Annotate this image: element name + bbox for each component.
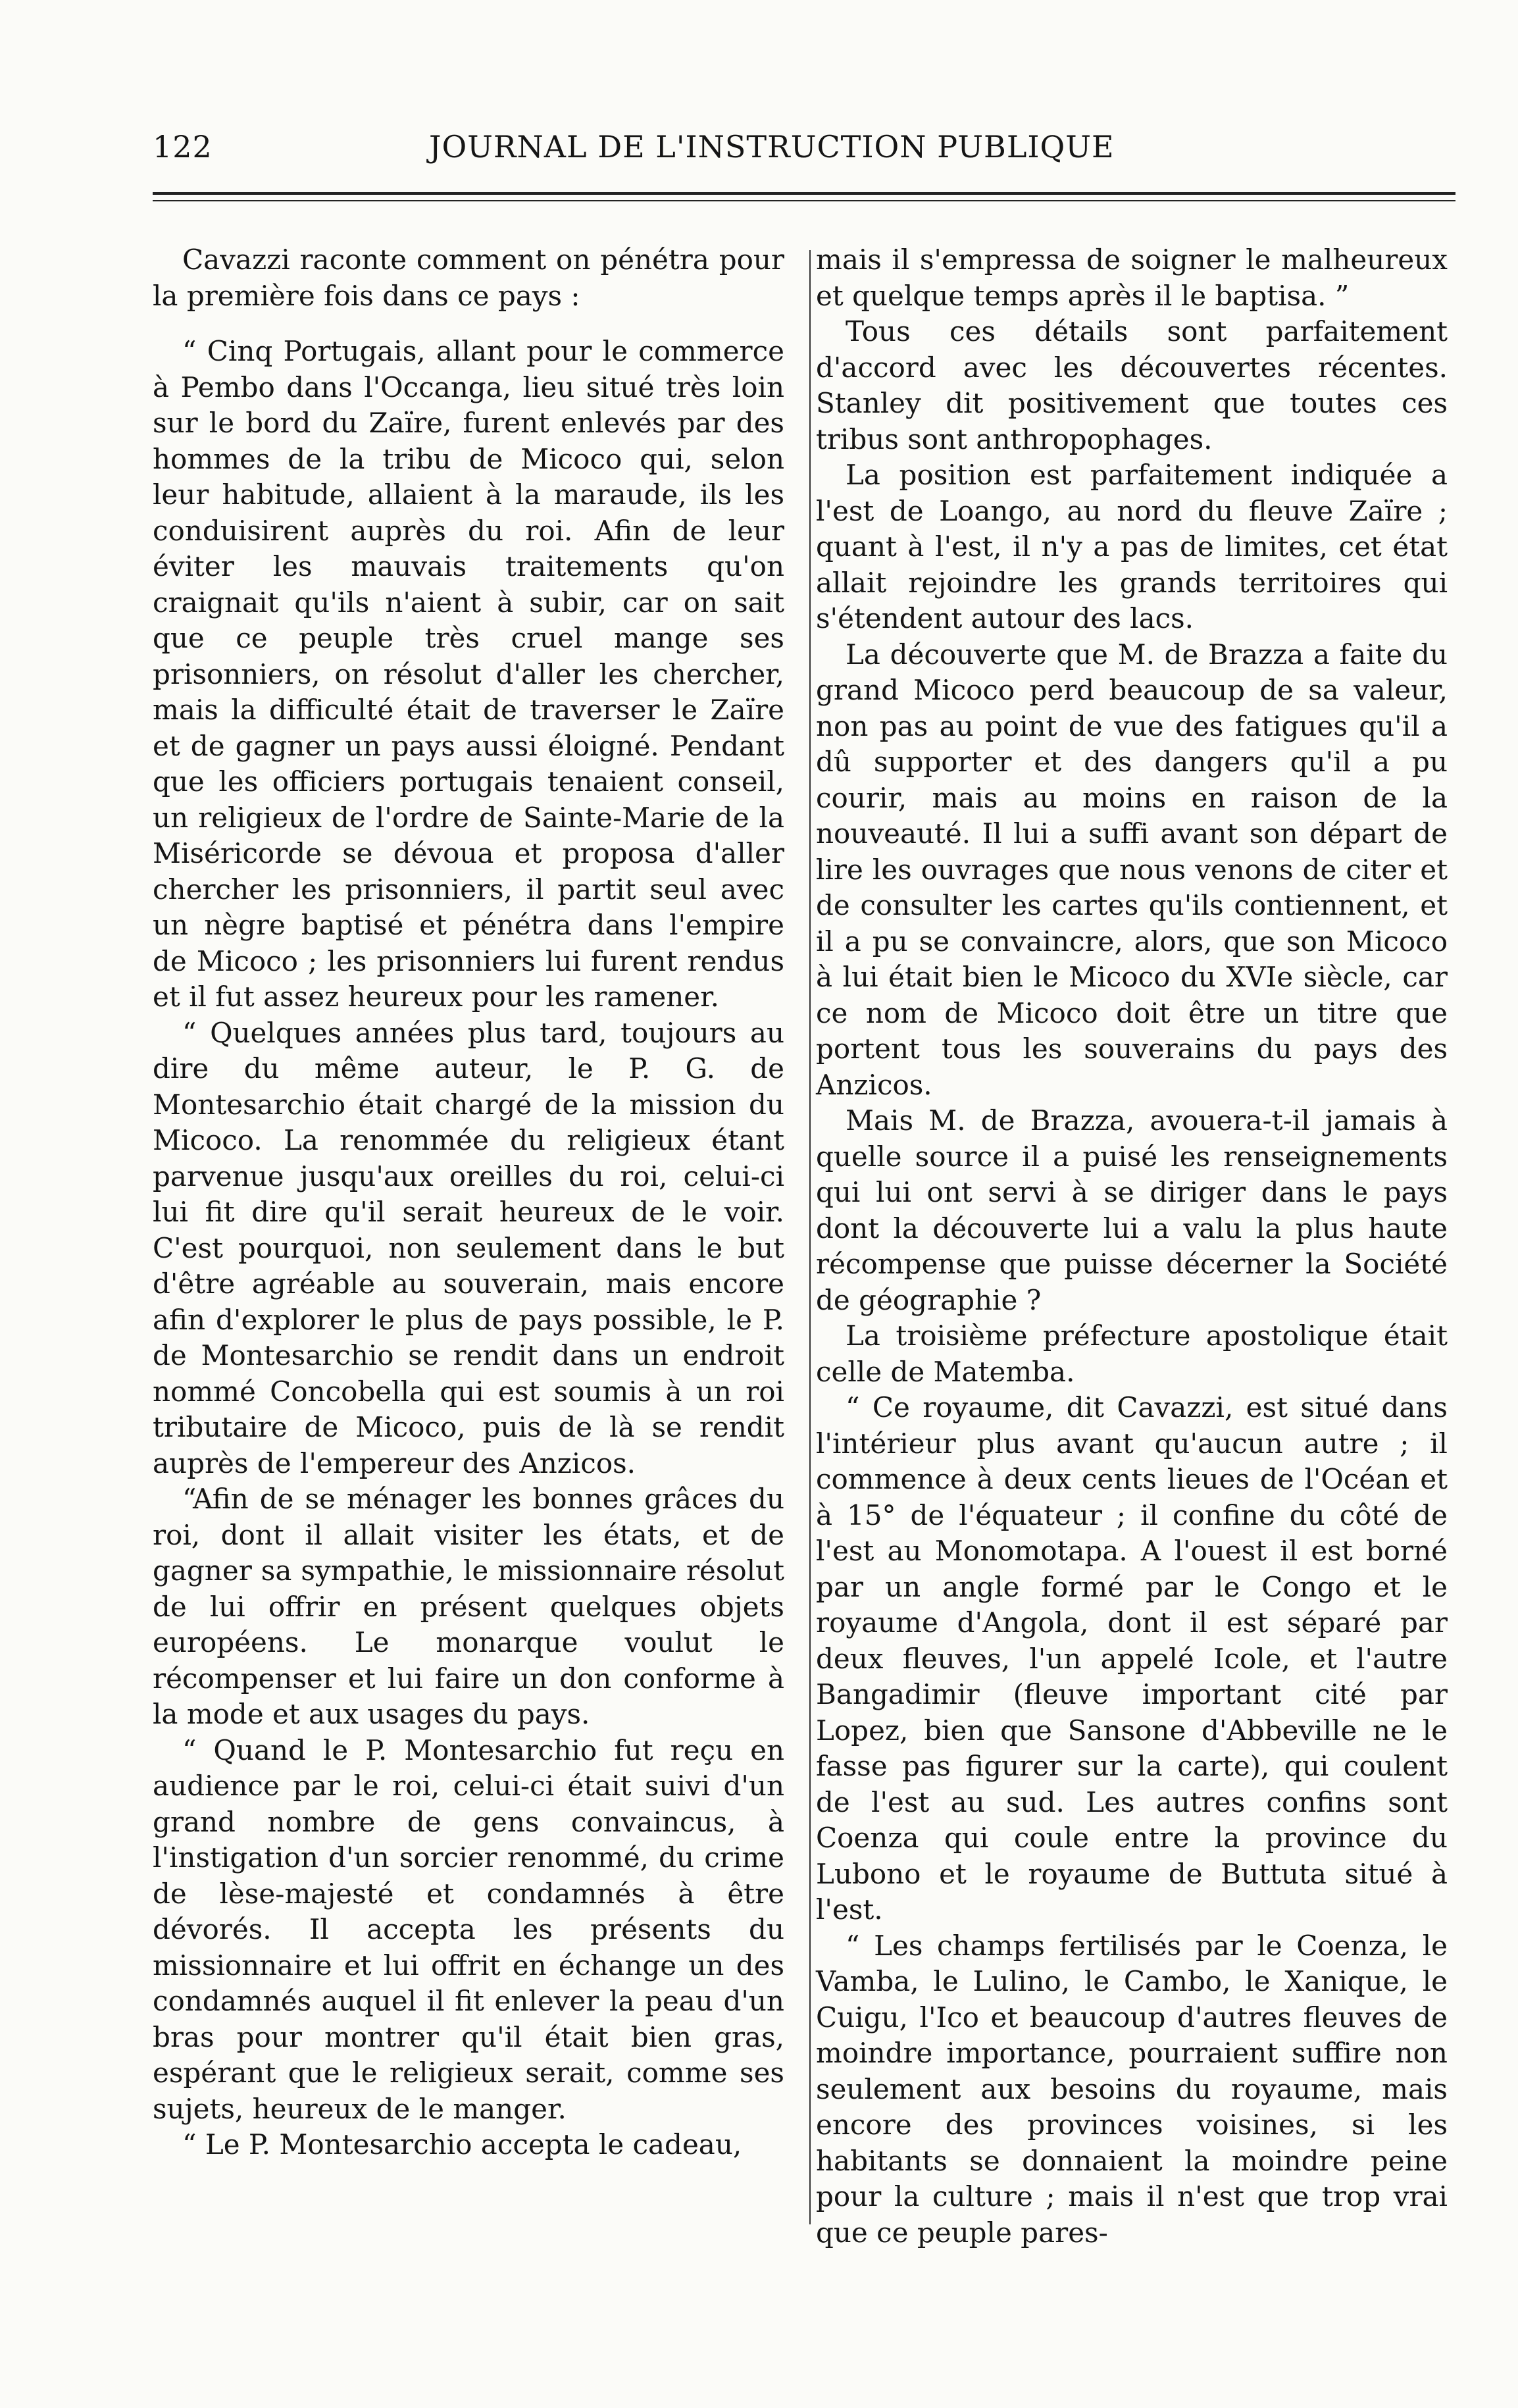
paragraph: Tous ces détails sont parfaitement d'accord avec les découvertes récentes. Stanley dit positivement que toutes ces tribus sont anthropophages. bbox=[816, 315, 1448, 455]
left-column bbox=[153, 242, 784, 2163]
paragraph: “ Les champs fertilisés par le Coenza, le Vamba, le Lulino, le Cambo, le Xanique, le Cuigu, l'Ico et beaucoup d'autres fleuves de moindre importance, pourraient suffire non seulement aux besoins du royaume, mais encore des provinces voisines, si les habitants se donnaient la moindre peine pour la culture ; mais il n'est que trop vrai que ce peuple pares- bbox=[816, 1929, 1448, 2249]
column-divider bbox=[809, 250, 811, 2224]
paragraph: La découverte que M. de Brazza a faite du grand Micoco perd beaucoup de sa valeur, non pas au point de vue des fatigues qu'il a dû supporter et des dangers qu'il a pu courir, mais au moins en raison de la nouveauté. Il lui a suffi avant son départ de lire les ouvrages que nous venons de citer et de consulter les cartes qu'ils contiennent, et il a pu se convaincre, alors, que son Micoco à lui était bien le Micoco du XVIe siècle, car ce nom de Micoco doit être un titre que portent tous les souverains du pays des Anzicos. bbox=[816, 638, 1448, 1101]
paragraph: mais il s'empressa de soigner le malheureux et quelque temps après il le baptisa. ” bbox=[816, 243, 1448, 312]
paragraph: “ Quand le P. Montesarchio fut reçu en audience par le roi, celui-ci était suivi d'un grand nombre de gens convaincus, à l'instigation d'un sorcier renommé, du crime de lèse-majesté et condamnés à être dévorés. Il accepta les présents du missionnaire et lui offrit en échange un des condamnés auquel il fit enlever la peau d'un bras pour montrer qu'il était bien gras, espérant que le religieux serait, comme ses sujets, heureux de le manger. bbox=[153, 1733, 784, 2125]
running-head: JOURNAL DE L'INSTRUCTION PUBLIQUE bbox=[429, 129, 1115, 165]
right-column bbox=[816, 242, 1448, 2251]
paragraph: Cavazzi raconte comment on pénétra pour la première fois dans ce pays : bbox=[153, 243, 784, 312]
page-number: 122 bbox=[153, 129, 213, 165]
page-header bbox=[153, 129, 1192, 175]
paragraph: Mais M. de Brazza, avouera-t-il jamais à quelle source il a puisé les renseignements qui lui ont servi à se diriger dans le pays dont la découverte lui a valu la plus haute récompense que puisse décerner la Société de géographie ? bbox=[816, 1104, 1448, 1316]
paragraph: “ Cinq Portugais, allant pour le commerce à Pembo dans l'Occanga, lieu situé très loin sur le bord du Zaïre, furent enlevés par des hommes de la tribu de Micoco qui, selon leur habitude, allaient à la maraude, ils les conduisirent auprès du roi. Afin de leur éviter les mauvais traitements qu'on craignait qu'ils n'aient à subir, car on sait que ce peuple très cruel mange ses prisonniers, on résolut d'aller les chercher, mais la difficulté était de traverser le Zaïre et de gagner un pays aussi éloigné. Pendant que les officiers portugais tenaient conseil, un religieux de l'ordre de Sainte-Marie de la Miséricorde se dévoua et proposa d'aller chercher les prisonniers, il partit seul avec un nègre baptisé et pénétra dans l'empire de Micoco ; les prisonniers lui furent rendus et il fut assez heureux pour les ramener. bbox=[153, 335, 784, 1013]
paragraph: La position est parfaitement indiquée a l'est de Loango, au nord du fleuve Zaïre ; quant à l'est, il n'y a pas de limites, cet état allait rejoindre les grands territoires qui s'étendent autour des lacs. bbox=[816, 459, 1448, 634]
paragraph: La troisième préfecture apostolique était celle de Matemba. bbox=[816, 1319, 1448, 1388]
paragraph: “ Quelques années plus tard, toujours au dire du même auteur, le P. G. de Montesarchio était chargé de la mission du Micoco. La renommée du religieux étant parvenue jusqu'aux oreilles du roi, celui-ci lui fit dire qu'il serait heureux de le voir. C'est pourquoi, non seulement dans le but d'être agréable au souverain, mais encore afin d'explorer le plus de pays possible, le P. de Montesarchio se rendit dans un endroit nommé Concobella qui est soumis à un roi tributaire de Micoco, puis de là se rendit auprès de l'empereur des Anzicos. bbox=[153, 1016, 784, 1479]
header-rule bbox=[153, 192, 1455, 201]
paragraph: “Afin de se ménager les bonnes grâces du roi, dont il allait visiter les états, et de gagner sa sympathie, le missionnaire résolut de lui offrir en présent quelques objets européens. Le monarque voulut le récompenser et lui faire un don conforme à la mode et aux usages du pays. bbox=[153, 1483, 784, 1730]
paragraph: “ Le P. Montesarchio accepta le cadeau, bbox=[182, 2128, 742, 2161]
paragraph: “ Ce royaume, dit Cavazzi, est situé dans l'intérieur plus avant qu'aucun autre ; il commence à deux cents lieues de l'Océan et à 15° de l'équateur ; il confine du côté de l'est au Monomotapa. A l'ouest il est borné par un angle formé par le Congo et le royaume d'Angola, dont il est séparé par deux fleuves, l'un appelé Icole, et l'autre Bangadimir (fleuve important cité par Lopez, bien que Sansone d'Abbeville ne le fasse pas figurer sur la carte), qui coulent de l'est au sud. Les autres confins sont Coenza qui coule entre la province du Lubono et le royaume de Buttuta situé à l'est. bbox=[816, 1391, 1448, 1926]
